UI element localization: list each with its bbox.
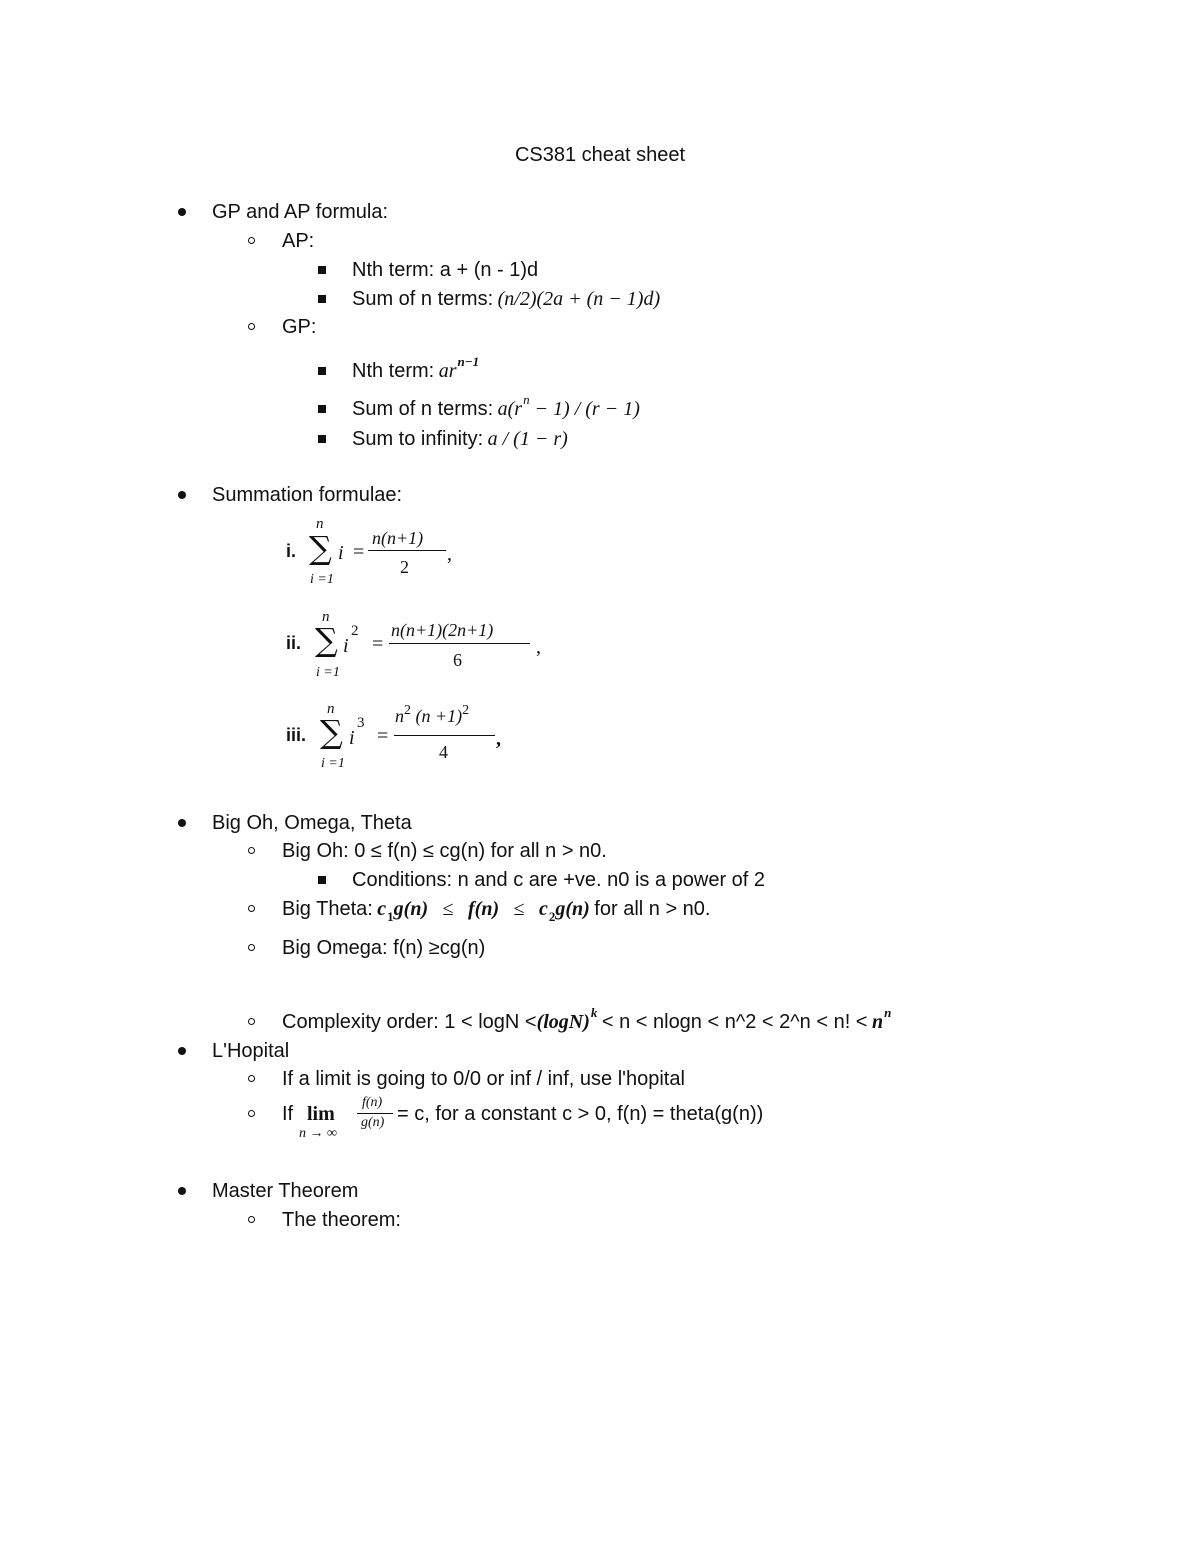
complexity-label: Complexity order: 1 < logN < — [282, 1011, 537, 1033]
big-theta-label: Big Theta: — [282, 898, 373, 920]
summation-numerator-1: n(n+1) — [372, 528, 424, 548]
ap-sum-formula: (n/2)(2a + (n − 1)d) — [497, 288, 661, 310]
fraction-bar — [394, 735, 495, 736]
lhopital-tail: = c, for a constant c > 0, f(n) = theta(g(n)) — [397, 1103, 764, 1125]
sigma-icon: ∑ — [315, 621, 338, 659]
equals-sign-1: = — [353, 541, 365, 563]
section-heading-summation: Summation formulae: — [212, 484, 403, 506]
complexity-n: n — [871, 1011, 884, 1033]
theta-g2: g(n) — [555, 898, 590, 920]
complexity-log: (logN) — [536, 1011, 590, 1033]
complexity-rest: < n < nlogn < n^2 < 2^n < n! < — [601, 1011, 868, 1033]
theta-sub2: 2 — [548, 909, 556, 924]
numerator-paren-exp: 2 — [462, 703, 470, 718]
bullet-disc — [178, 1187, 186, 1195]
lhopital-if: If — [282, 1103, 294, 1125]
bullet-square — [318, 876, 326, 884]
numerator-paren: (n +1) — [415, 706, 463, 726]
summation-denominator-1: 2 — [400, 557, 409, 577]
bullet-circle — [248, 1216, 255, 1223]
page-title: CS381 cheat sheet — [514, 144, 686, 166]
ap-sum-line — [352, 289, 660, 309]
summation-trail-2: , — [536, 636, 541, 658]
ap-label: AP: — [282, 230, 315, 252]
numerator-n: n — [395, 706, 404, 726]
summation-denominator-2: 6 — [453, 650, 462, 670]
bullet-disc — [178, 1047, 186, 1055]
complexity-n-exp: n — [884, 1005, 892, 1020]
master-line1: The theorem: — [282, 1209, 401, 1231]
bullet-square — [318, 266, 326, 274]
lhopital-line1: If a limit is going to 0/0 or inf / inf, use l'hopital — [282, 1068, 685, 1090]
theta-c2: c — [539, 898, 548, 920]
summation-trail-1: , — [447, 543, 452, 565]
bullet-disc — [178, 208, 186, 216]
gp-nth-line — [352, 354, 480, 382]
theta-tail: for all n > n0. — [594, 898, 711, 920]
big-oh-definition: Big Oh: 0 ≤ f(n) ≤ cg(n) for all n > n0. — [282, 840, 607, 862]
gp-nth-base: ar — [438, 360, 457, 382]
theta-f: f(n) — [468, 898, 500, 920]
summation-numeral-1: i. — [286, 541, 297, 561]
ap-nth-term: Nth term: a + (n - 1)d — [352, 259, 539, 281]
sigma-term-3: i — [349, 727, 355, 749]
bullet-disc — [178, 491, 186, 499]
gp-sum-a: a(r — [497, 398, 523, 420]
gp-nth-exp: n−1 — [457, 354, 480, 369]
fraction-bar — [357, 1113, 393, 1114]
gp-sum-rest: − 1) / (r − 1) — [529, 398, 640, 420]
summation-numerator-2: n(n+1)(2n+1) — [391, 620, 494, 640]
equals-sign-3: = — [377, 725, 389, 747]
big-oh-conditions: Conditions: n and c are +ve. n0 is a power of 2 — [352, 869, 766, 891]
sigma-lower-1: i =1 — [310, 572, 334, 587]
ap-sum-label: Sum of n terms: — [352, 288, 494, 310]
big-omega-definition: Big Omega: f(n) ≥cg(n) — [282, 937, 486, 959]
bullet-circle — [248, 323, 255, 330]
section-heading-big-oh: Big Oh, Omega, Theta — [212, 812, 412, 834]
big-theta-line — [282, 898, 711, 924]
sigma-term-1: i — [338, 542, 344, 564]
theta-le-2: ≤ — [513, 898, 525, 920]
bullet-circle — [248, 1075, 255, 1082]
summation-denominator-3: 4 — [439, 742, 448, 762]
numerator-n-exp: 2 — [404, 703, 411, 718]
section-heading-gp-ap: GP and AP formula: — [212, 201, 389, 223]
bullet-circle — [248, 944, 255, 951]
sigma-term-2: i — [343, 635, 349, 657]
lim-subscript: n → ∞ — [299, 1126, 337, 1141]
sigma-lower-2: i =1 — [316, 665, 340, 680]
section-heading-lhopital: L'Hopital — [212, 1040, 290, 1062]
lim-fraction-denominator: g(n) — [361, 1115, 385, 1130]
sigma-upper-3: n — [327, 701, 335, 717]
fraction-bar — [368, 550, 446, 551]
bullet-square — [318, 295, 326, 303]
equals-sign-2: = — [372, 633, 384, 655]
theta-le-1: ≤ — [442, 898, 454, 920]
bullet-circle — [248, 847, 255, 854]
bullet-square — [318, 405, 326, 413]
summation-numeral-2: ii. — [286, 633, 302, 653]
bullet-square — [318, 435, 326, 443]
gp-nth-label: Nth term: — [352, 360, 435, 382]
bullet-disc — [178, 819, 186, 827]
summation-numeral-3: iii. — [286, 725, 307, 745]
sigma-upper-2: n — [322, 609, 330, 625]
sigma-upper-1: n — [316, 516, 324, 532]
gp-infinity-line — [352, 429, 568, 449]
bullet-circle — [248, 1018, 255, 1025]
gp-infinity-formula: a / (1 − r) — [487, 428, 568, 450]
fraction-bar — [389, 643, 530, 644]
sigma-lower-3: i =1 — [321, 756, 345, 771]
theta-c1: c — [377, 898, 387, 920]
bullet-square — [318, 367, 326, 375]
theta-g1: g(n) — [393, 898, 429, 920]
sigma-power-2: 2 — [351, 623, 359, 639]
sigma-icon: ∑ — [309, 529, 332, 567]
gp-sum-label: Sum of n terms: — [352, 398, 494, 420]
lim-fraction-numerator: f(n) — [362, 1095, 383, 1110]
sigma-power-3: 3 — [357, 715, 365, 731]
bullet-circle — [248, 905, 255, 912]
bullet-circle — [248, 237, 255, 244]
summation-numerator-3 — [395, 703, 470, 726]
gp-infinity-label: Sum to infinity: — [352, 428, 484, 450]
summation-trail-3: , — [496, 728, 501, 750]
bullet-circle — [248, 1110, 255, 1117]
sigma-icon: ∑ — [320, 713, 343, 751]
gp-sum-exp: n — [523, 392, 530, 407]
gp-sum-line — [352, 392, 640, 420]
gp-label: GP: — [282, 316, 317, 338]
complexity-order-line — [282, 1005, 892, 1033]
lim-operator: lim — [307, 1103, 335, 1125]
theta-sub1: 1 — [387, 909, 394, 924]
complexity-k: k — [590, 1005, 598, 1020]
section-heading-master: Master Theorem — [212, 1180, 359, 1202]
